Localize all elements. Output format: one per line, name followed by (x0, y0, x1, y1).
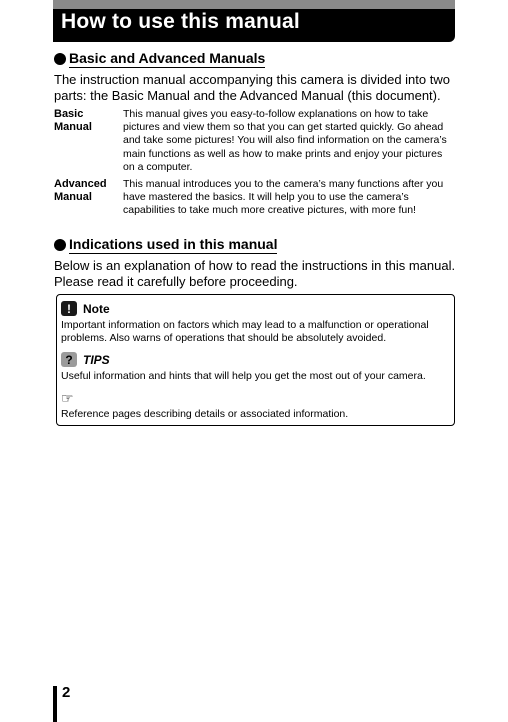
title-top-strip (53, 0, 455, 9)
intro-line: Below is an explanation of how to read the instructions in this manual. (54, 258, 456, 273)
page-title: How to use this manual (61, 10, 300, 33)
manuals-intro (54, 72, 450, 104)
indications-intro (54, 258, 455, 290)
reference-text (61, 408, 451, 421)
pointing-hand-icon: ☞ (61, 390, 74, 406)
reference-line: Reference pages describing details or associated information. (61, 408, 349, 420)
page-marker-bar (53, 686, 57, 722)
basic-manual-row (54, 108, 454, 173)
term-line: Manual (54, 191, 92, 203)
def-line: and take some pictures! You will also find information on the camera’s (123, 134, 447, 147)
term-line: Basic (54, 108, 84, 120)
note-line: Important information on factors which may lead to a malfunction or operational (61, 319, 429, 331)
intro-line: Please read it carefully before proceeding. (54, 274, 298, 289)
advanced-manual-description (123, 178, 454, 218)
section-heading-manuals (54, 50, 265, 68)
exclamation-icon: ! (61, 301, 77, 316)
section-heading-text: Basic and Advanced Manuals (69, 50, 266, 66)
note-title: Note (83, 301, 110, 316)
basic-manual-term (54, 108, 120, 134)
tips-heading (61, 352, 110, 367)
section-heading-indications (54, 236, 277, 254)
tips-title: TIPS (83, 352, 110, 367)
def-line: main functions as well as how to make prints and enjoy your pictures (123, 147, 443, 160)
tips-line: Useful information and hints that will help you get the most out of your camera. (61, 370, 426, 382)
term-line: Manual (54, 121, 92, 133)
intro-line: The instruction manual accompanying this camera is divided into two (54, 72, 450, 87)
indications-box (56, 294, 455, 426)
advanced-manual-term (54, 178, 120, 204)
basic-manual-description (123, 108, 454, 174)
def-line: This manual introduces you to the camera’s many functions after you (123, 178, 444, 190)
bullet-icon (54, 53, 66, 65)
term-line: Advanced (54, 178, 107, 190)
def-line: have mastered the basics. It will help you to use the camera’s (123, 191, 409, 204)
advanced-manual-row (54, 178, 454, 218)
intro-line: parts: the Basic Manual and the Advanced Manual (this document). (54, 88, 441, 103)
bullet-icon (54, 239, 66, 251)
section-heading-text: Indications used in this manual (69, 236, 278, 252)
def-line: capabilities to take much more creative pictures, with more fun! (123, 204, 416, 217)
question-icon: ? (61, 352, 77, 367)
page-number: 2 (62, 684, 71, 701)
tips-text (61, 370, 451, 383)
note-line: problems. Also warns of operations that should be absolutely avoided. (61, 332, 387, 344)
def-line: on a computer. (123, 160, 193, 173)
title-bar (53, 0, 455, 42)
note-text (61, 319, 451, 345)
note-heading (61, 301, 110, 316)
def-line: pictures and view them so that you can get started quickly. Go ahead (123, 121, 444, 134)
def-line: This manual gives you easy-to-follow explanations on how to take (123, 108, 429, 120)
